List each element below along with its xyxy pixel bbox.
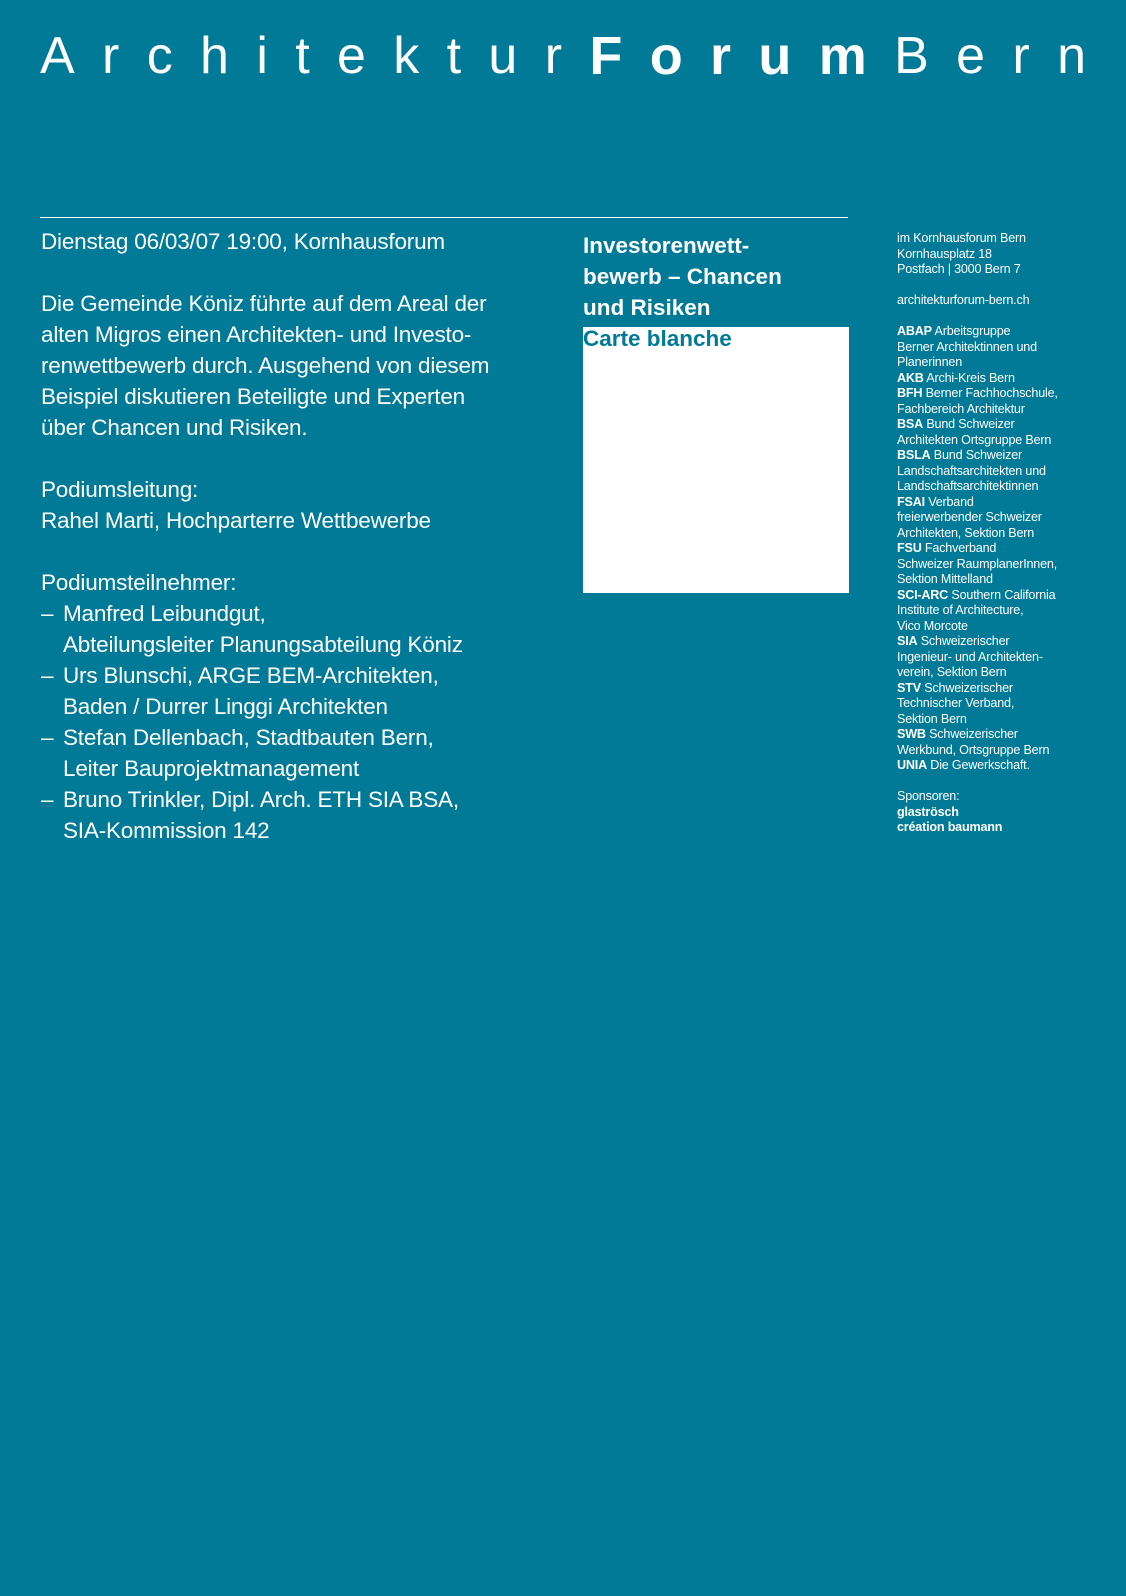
participant-text [63,598,571,660]
participant-item [41,722,571,784]
participant-item [41,784,571,846]
member-text: Bund Schweizer [933,448,1023,462]
member-text: Schweizerischer [920,634,1010,648]
masthead-letter: r [1012,27,1030,85]
participant-text [63,784,571,846]
participants-label: Podiumsteilnehmer: [41,570,237,595]
member-text: Schweizerischer [929,727,1018,741]
member-entry [897,588,1097,635]
masthead-letter-bold: r [710,26,732,86]
description-line: renwettbewerb durch. Ausgehend von diesem [41,353,490,378]
participant-line: Stefan Dellenbach, Stadtbauten Bern, [63,725,434,750]
dash-bullet: – [41,725,54,750]
masthead-letter: A [40,27,75,85]
sponsors-label: Sponsoren: [897,789,960,803]
member-entry [897,727,1097,758]
member-text: Architekten Ortsgruppe Bern [897,432,1052,447]
member-abbr: UNIA [897,758,927,772]
spacer [41,443,571,474]
member-abbr: STV [897,680,921,695]
description-line: Beispiel diskutieren Beteiligte und Experten [41,384,465,409]
dash-bullet: – [41,601,54,626]
masthead-letter-bold: F [589,26,623,86]
member-abbr: SCI-ARC [897,587,949,602]
spacer [897,774,1097,790]
member-abbr: BFH [897,386,923,400]
description-line: über Chancen und Risiken. [41,415,308,440]
member-entry [897,634,1097,681]
masthead-letter: t [446,27,462,85]
sponsor-name [897,805,1097,821]
members-list [897,324,1097,774]
member-entry [897,681,1097,728]
member-entry [897,386,1097,417]
image-placeholder [583,327,849,593]
feature-title-line: und Risiken [583,295,711,320]
address-line: Kornhausplatz 18 [897,246,992,261]
masthead-letter: n [1057,27,1086,85]
member-text: Southern California [951,587,1056,602]
member-entry [897,417,1097,448]
member-text: Landschaftsarchitektinnen [897,479,1039,493]
feature-subtitle: Carte blanche [583,326,732,351]
spacer [897,309,1097,325]
member-abbr: SIA [897,634,918,648]
member-entry [897,371,1097,387]
member-text: Berner Fachhochschule, [925,386,1058,400]
member-text: Die Gewerkschaft. [930,758,1030,772]
member-entry [897,495,1097,542]
member-text: Vico Morcote [897,618,968,633]
dash-bullet: – [41,787,54,812]
masthead-letter: h [200,27,229,85]
masthead-letter: e [956,27,986,85]
masthead-letter: r [102,27,120,85]
member-text: freierwerbender Schweizer [897,510,1042,524]
participant-text [63,660,571,722]
masthead-letter: e [337,27,366,85]
participants-list [41,598,571,846]
member-text: Landschaftsarchitekten und [897,463,1046,478]
member-text: Architekten, Sektion Bern [897,525,1035,540]
address-line: Postfach | 3000 Bern 7 [897,262,1021,276]
masthead-letter: r [544,27,563,85]
event-datetime: Dienstag 06/03/07 19:00, Kornhausforum [41,229,445,254]
member-text: Sektion Mittelland [897,572,993,586]
sponsor-name [897,820,1097,836]
masthead-letter: k [393,27,420,85]
member-text: Sektion Bern [897,711,967,726]
member-text: Archi-Kreis Bern [926,370,1015,385]
address-block [897,231,1097,278]
masthead-letter-bold: u [758,26,792,86]
member-abbr: FSU [897,541,922,555]
member-entry [897,448,1097,495]
member-abbr: BSA [897,417,923,431]
member-abbr: SWB [897,727,926,741]
moderator: Rahel Marti, Hochparterre Wettbewerbe [41,508,431,533]
participant-text [63,722,571,784]
feature-title-line: bewerb – Chancen [583,264,782,289]
sidebar [897,231,1097,836]
participant-item [41,660,571,722]
participant-item [41,598,571,660]
participant-line: Bruno Trinkler, Dipl. Arch. ETH SIA BSA, [63,787,459,812]
member-text: Schweizerischer [924,680,1013,695]
spacer [41,257,571,288]
member-text: Fachbereich Architektur [897,401,1025,416]
sponsor-name-text: glaströsch [897,804,959,819]
participant-line: SIA-Kommission 142 [63,818,270,843]
participant-line: Manfred Leibundgut, [63,601,266,626]
masthead-letter-bold: m [818,26,867,86]
spacer [41,536,571,567]
member-text: Ingenieur- und Architekten- [897,649,1043,664]
member-text: Fachverband [924,541,997,555]
masthead-letter: t [295,27,310,85]
member-entry [897,541,1097,588]
member-abbr: AKB [897,370,924,385]
spacer [897,278,1097,294]
participant-line: Urs Blunschi, ARGE BEM-Architekten, [63,663,439,688]
masthead [40,26,1086,86]
member-text: Institute of Architecture, [897,603,1024,617]
masthead-letter: c [146,27,173,85]
event-details [41,226,571,846]
header-divider [40,217,848,218]
member-text: verein, Sektion Bern [897,665,1007,679]
website-link[interactable]: architekturforum-bern.ch [897,293,1030,307]
participant-line: Baden / Durrer Linggi Architekten [63,694,388,719]
member-entry [897,758,1097,774]
feature-title-line: Investorenwett- [583,233,750,258]
description-line: Die Gemeinde Köniz führte auf dem Areal der [41,291,487,316]
participant-line: Abteilungsleiter Planungsabteilung Köniz [63,632,463,657]
masthead-letter: u [488,27,518,85]
address-line: im Kornhausforum Bern [897,231,1026,245]
member-text: Technischer Verband, [897,696,1015,710]
member-text: Planerinnen [897,355,963,369]
member-text: Schweizer RaumplanerInnen, [897,556,1058,571]
member-abbr: FSAI [897,494,925,509]
member-abbr: BSLA [897,448,931,462]
member-text: Bund Schweizer [926,417,1015,431]
event-description [41,288,571,443]
feature-title-block [583,230,849,354]
description-line: alten Migros einen Architekten- und Investo- [41,322,472,347]
member-entry [897,324,1097,371]
member-abbr: ABAP [897,324,932,338]
moderation-label: Podiumsleitung: [41,477,199,502]
member-text: Verband [928,494,974,509]
dash-bullet: – [41,663,54,688]
masthead-letter-bold: o [649,26,683,86]
masthead-letter: i [256,27,268,85]
participant-line: Leiter Bauprojektmanagement [63,756,360,781]
member-text: Berner Architektinnen und [897,339,1037,354]
member-text: Arbeitsgruppe [934,324,1011,338]
masthead-letter: B [894,27,929,85]
member-text: Werkbund, Ortsgruppe Bern [897,742,1050,757]
sponsor-name-text: création baumann [897,820,1003,834]
